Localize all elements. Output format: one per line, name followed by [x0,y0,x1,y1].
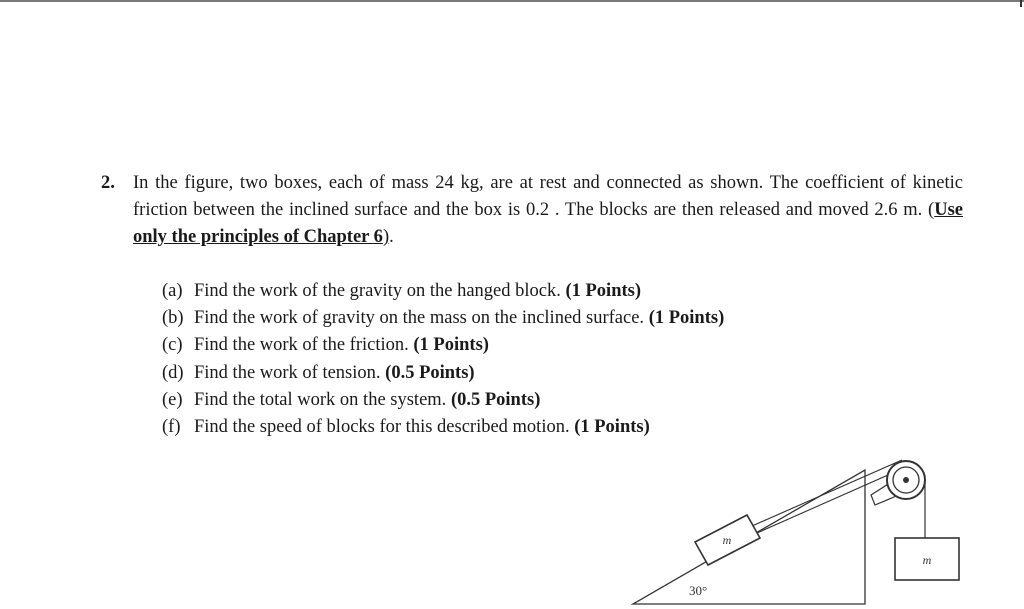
part-label: (d) [162,362,184,383]
part-text: Find the work of the gravity on the hanged block. [194,281,561,301]
part-points: (1 Points) [574,417,650,438]
angle-label: 30° [689,583,708,598]
part-label: (a) [162,281,183,301]
closing-paren: ) [382,227,390,247]
part-points: (0.5 Points) [450,389,541,410]
part-label: (c) [162,335,183,356]
part-points: (1 Points) [648,308,725,329]
problem-period: . [389,227,394,247]
part-text: Find the work of the friction. [194,335,409,356]
problem-number: 2. [101,173,115,193]
part-points: (0.5 Points) [385,362,475,383]
part-points: (1 Points) [565,281,642,301]
problem-text: In the figure, two boxes, each of mass 24 kg, are at rest and connected as shown. The coefficient of kinetic friction between the inclined surface and the box is 0.2 . The blocks are then released and moved 2.6 m. ( [133,173,963,220]
part-points: (1 Points) [413,335,489,356]
hanging-block-label: m [922,553,932,567]
part-label: (b) [162,308,184,329]
part-label: (f) [162,417,181,438]
chapter-emphasis: Use only the principles of Chapter 6 [133,200,963,247]
part-label: (e) [162,389,183,410]
part-text: Find the speed of blocks for this described motion. [194,417,570,438]
part-text: Find the total work on the system. [194,389,447,410]
part-text: Find the work of tension. [194,362,381,383]
part-text: Find the work of gravity on the mass on the inclined surface. [194,308,645,329]
pulley-axle [903,477,909,483]
incline-block-label: m [722,533,732,547]
